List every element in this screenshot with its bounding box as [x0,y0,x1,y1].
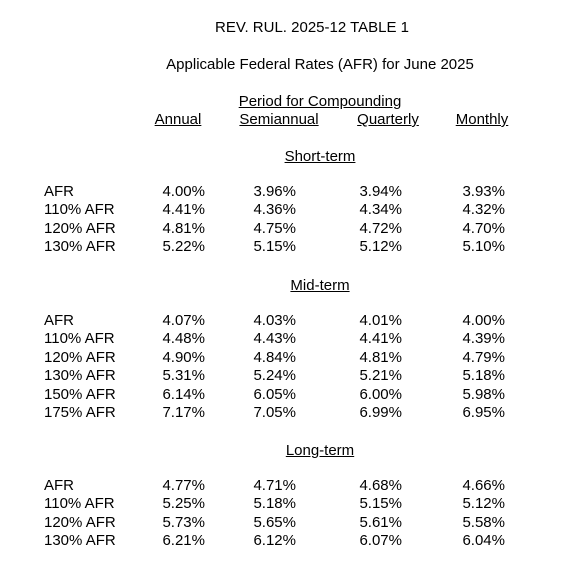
rate-cell-annual: 7.17% [162,404,205,421]
section-heading-mid-term: Mid-term [290,277,350,294]
rate-cell-monthly: 6.04% [462,532,505,550]
rate-cell-quarterly: 5.15% [359,495,402,513]
rate-cell-quarterly: 4.34% [359,201,402,219]
rate-cell-quarterly: 6.00% [359,385,402,403]
column-header-monthly: Monthly [455,111,509,128]
rate-cell-annual: 5.22% [162,238,205,256]
rate-cell-annual: 6.21% [162,532,205,550]
rate-cell-annual: 4.00% [162,183,205,200]
row-label: AFR [44,183,74,200]
rate-cell-semiannual: 3.96% [253,183,296,200]
rate-cell-quarterly: 4.68% [359,477,402,494]
rate-cell-semiannual: 5.15% [253,238,296,256]
row-label: 175% AFR [44,404,116,421]
rate-cell-monthly: 4.70% [462,219,505,237]
rate-cell-monthly: 5.10% [462,238,505,256]
rate-cell-semiannual: 4.43% [253,330,296,348]
rate-cell-annual: 5.31% [162,367,205,385]
rate-cell-quarterly: 6.99% [359,404,402,421]
row-label: 120% AFR [44,513,116,531]
rate-cell-monthly: 3.93% [462,183,505,200]
rate-cell-annual: 4.48% [162,330,205,348]
column-header-annual: Annual [154,111,202,128]
document-title: REV. RUL. 2025-12 TABLE 1 [214,19,410,36]
column-header-semiannual: Semiannual [239,111,319,128]
rate-cell-quarterly: 3.94% [359,183,402,200]
rate-cell-semiannual: 7.05% [253,404,296,421]
row-label: AFR [44,312,74,329]
rate-cell-semiannual: 4.84% [253,348,296,366]
rate-cell-monthly: 4.39% [462,330,505,348]
row-label: 120% AFR [44,219,116,237]
row-label: 110% AFR [44,495,115,513]
period-header: Period for Compounding [238,93,402,110]
row-label: 120% AFR [44,348,116,366]
rate-cell-quarterly: 4.01% [359,312,402,329]
rate-cell-monthly: 6.95% [462,404,505,421]
rate-cell-quarterly: 4.41% [359,330,402,348]
document-subtitle: Applicable Federal Rates (AFR) for June 2025 [166,56,474,73]
row-label: 110% AFR [44,330,115,348]
rate-cell-quarterly: 6.07% [359,532,402,550]
section-heading-short-term: Short-term [284,148,356,165]
row-label: 130% AFR [44,532,116,550]
rate-cell-quarterly: 4.72% [359,219,402,237]
rate-cell-annual: 4.90% [162,348,205,366]
rate-cell-monthly: 4.66% [462,477,505,494]
rate-cell-semiannual: 4.36% [253,201,296,219]
column-header-quarterly: Quarterly [357,111,419,128]
section-heading-long-term: Long-term [285,442,355,459]
rate-cell-semiannual: 6.05% [253,385,296,403]
rate-cell-semiannual: 4.71% [253,477,296,494]
rate-cell-monthly: 5.12% [462,495,505,513]
row-label: 130% AFR [44,367,116,385]
row-label: 130% AFR [44,238,116,256]
rate-cell-semiannual: 4.75% [253,219,296,237]
rate-cell-monthly: 5.18% [462,367,505,385]
rate-cell-annual: 4.77% [162,477,205,494]
rate-cell-quarterly: 5.61% [359,513,402,531]
rate-cell-annual: 5.73% [162,513,205,531]
rate-cell-monthly: 4.79% [462,348,505,366]
rate-cell-quarterly: 5.12% [359,238,402,256]
rate-cell-annual: 4.41% [162,201,205,219]
rate-cell-semiannual: 5.24% [253,367,296,385]
row-label: 150% AFR [44,385,116,403]
rate-cell-annual: 5.25% [162,495,205,513]
rate-cell-quarterly: 4.81% [359,348,402,366]
rate-cell-monthly: 5.98% [462,385,505,403]
rate-cell-annual: 6.14% [162,385,205,403]
rate-cell-quarterly: 5.21% [359,367,402,385]
rate-cell-annual: 4.07% [162,312,205,329]
rate-cell-semiannual: 6.12% [253,532,296,550]
rate-cell-annual: 4.81% [162,219,205,237]
rate-cell-monthly: 4.00% [462,312,505,329]
rate-cell-monthly: 4.32% [462,201,505,219]
rate-cell-semiannual: 5.65% [253,513,296,531]
rate-cell-semiannual: 4.03% [253,312,296,329]
row-label: 110% AFR [44,201,115,219]
rate-cell-monthly: 5.58% [462,513,505,531]
row-label: AFR [44,477,74,494]
rate-cell-semiannual: 5.18% [253,495,296,513]
